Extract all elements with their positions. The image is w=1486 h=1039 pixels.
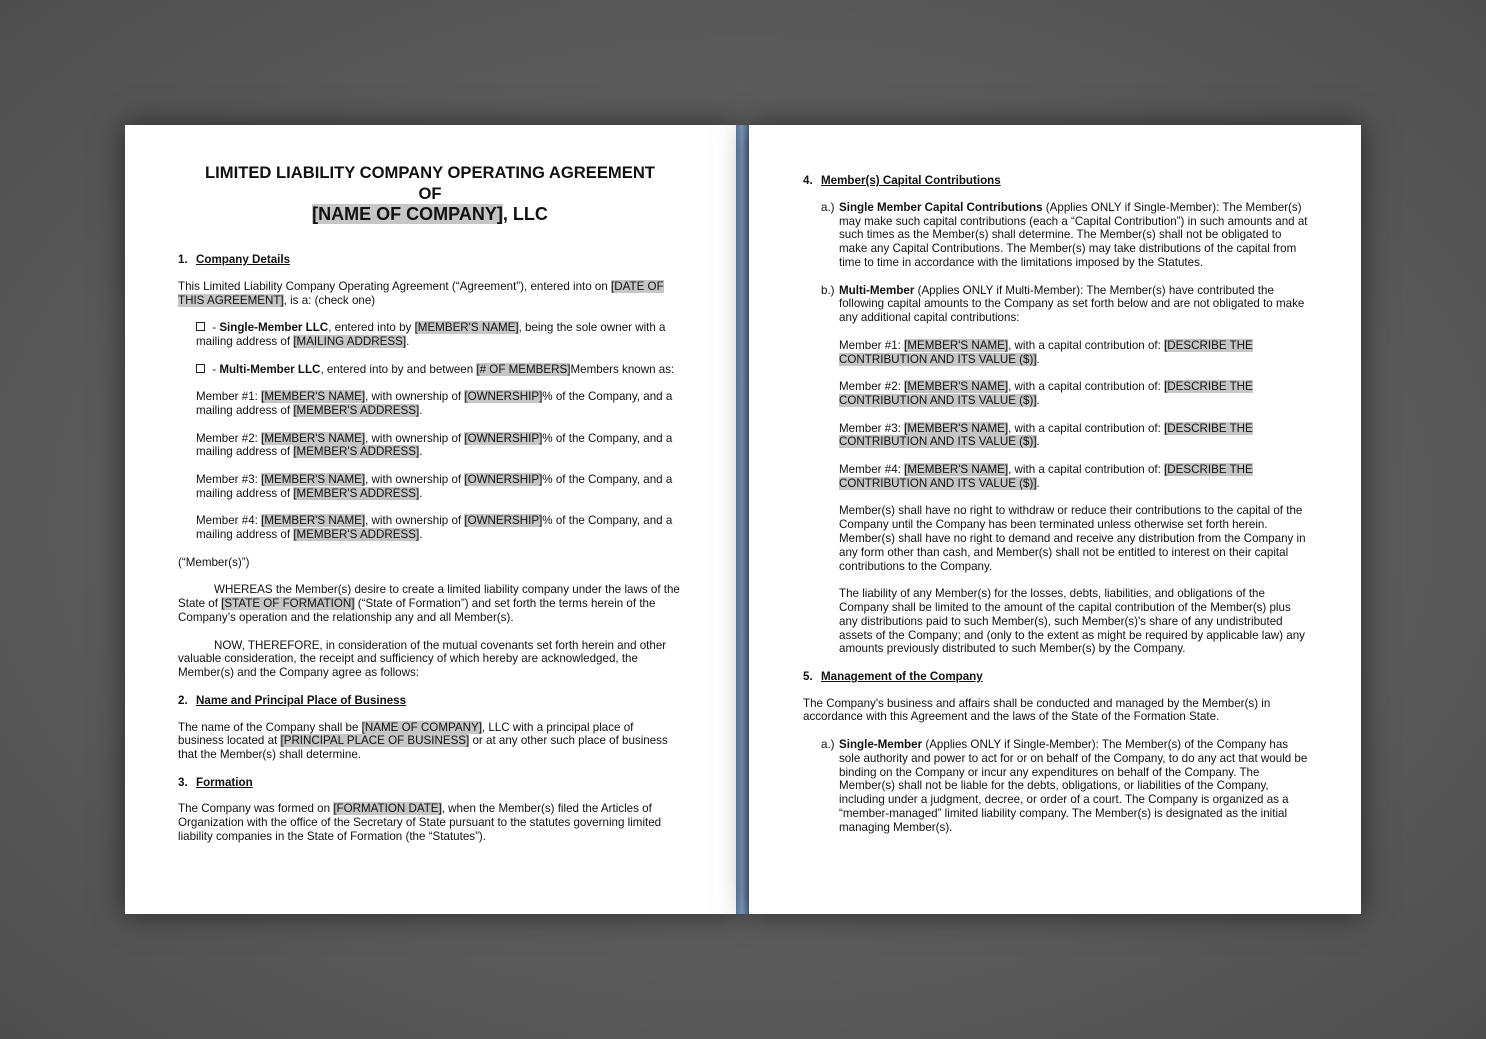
member-name-placeholder[interactable]: [MEMBER'S NAME]	[261, 472, 366, 486]
contribution-placeholder[interactable]: [DESCRIBE THE CONTRIBUTION AND ITS VALUE ($)]	[839, 338, 1253, 366]
agreement-title	[178, 162, 682, 225]
text-run: Members known as:	[570, 362, 675, 376]
list-marker: a.)	[821, 200, 835, 214]
text-run: , with ownership of	[365, 472, 465, 486]
contribution-placeholder[interactable]: [DESCRIBE THE CONTRIBUTION AND ITS VALUE ($)]	[839, 421, 1253, 449]
member-label: Member #4:	[196, 514, 262, 528]
text-run: -	[209, 362, 220, 376]
text-run: , being the sole owner with a mailing address of	[196, 321, 666, 348]
text-run: WHEREAS the Member(s) desire to create a limited liability company under the laws of the State of	[178, 583, 680, 611]
multi-member-checkbox[interactable]	[196, 364, 205, 373]
ownership-placeholder[interactable]: [OWNERSHIP]	[464, 514, 543, 528]
section-number: 1.	[178, 253, 188, 266]
contribution-entry	[839, 380, 1309, 408]
name-place-paragraph	[178, 721, 682, 762]
text-run: , entered into by and between	[320, 362, 477, 376]
text-run: (“State of Formation”) and set forth the terms herein of the Company’s operation and the relationship any and all Member(s).	[178, 597, 656, 624]
member-address-placeholder[interactable]: [MEMBER'S ADDRESS]	[293, 528, 420, 542]
text-run: .	[419, 486, 423, 500]
member-count-placeholder[interactable]: [# OF MEMBERS]	[476, 362, 571, 376]
text-run: or at any other such place of business that the Member(s) shall determine.	[178, 734, 668, 762]
text-run: This Limited Liability Company Operating Agreement (“Agreement”), entered into on	[178, 279, 612, 293]
text-run: , with a capital contribution of:	[1008, 462, 1165, 476]
multi-member-label: Multi-Member LLC	[219, 362, 321, 376]
single-member-option	[196, 321, 682, 349]
section-label: Management of the Company	[821, 669, 983, 683]
contribution-placeholder[interactable]: [DESCRIBE THE CONTRIBUTION AND ITS VALUE ($)]	[839, 380, 1253, 407]
members-defined-term: (“Member(s)”)	[178, 555, 250, 569]
member-entry	[196, 390, 682, 418]
text-run: The Company was formed on	[178, 802, 334, 816]
list-marker: a.)	[821, 738, 835, 752]
section-number: 4.	[803, 174, 813, 187]
text-run: .	[1036, 352, 1040, 366]
section-label: Company Details	[196, 253, 291, 266]
text-run: % of the Company, and a mailing address of	[196, 514, 673, 542]
single-member-contributions	[803, 201, 1309, 270]
title-line-2: OF	[418, 184, 442, 203]
member-entry	[196, 432, 682, 460]
section-5-heading	[803, 670, 1309, 684]
contribution-entry	[839, 422, 1309, 450]
member-label: Member #3:	[839, 421, 905, 435]
text-run: .	[419, 445, 423, 459]
document-page-left	[125, 125, 736, 914]
state-placeholder[interactable]: [STATE OF FORMATION]	[221, 597, 355, 611]
intro-paragraph	[178, 280, 682, 308]
member-entry	[196, 514, 682, 542]
text-run: .	[1036, 435, 1040, 449]
contribution-entry	[839, 339, 1309, 367]
liability-paragraph: The liability of any Member(s) for the losses, debts, liabilities, and obligations of the Company shall be limited to the amount of the capital contribution of the Member(s) plus any distributions paid to such Member(s), such Member(s)'s share of any undistributed assets of the Company; and (only to the extent as might be required by applicable law) any amounts previously distributed to such Member(s) by the Company.	[839, 587, 1305, 656]
text-run: .	[1036, 393, 1040, 407]
text-run: % of the Company, and a mailing address of	[196, 431, 673, 459]
text-run: .	[1036, 476, 1040, 490]
text-run: The name of the Company shall be	[178, 720, 362, 734]
text-run: , with a capital contribution of:	[1008, 380, 1165, 394]
text-run: (Applies ONLY if Multi-Member): The Member(s) have contributed the following capital amounts to the Company as set forth below and are not obligated to make any additional capital contributions:	[839, 283, 1305, 325]
member-name-placeholder[interactable]: [MEMBER'S NAME]	[904, 462, 1009, 476]
single-member-checkbox[interactable]	[196, 322, 205, 331]
member-label: Member #3:	[196, 472, 262, 486]
member-name-placeholder[interactable]: [MEMBER'S NAME]	[261, 390, 366, 404]
management-intro: The Company's business and affairs shall be conducted and managed by the Member(s) in accordance with this Agreement and the laws of the State of the Formation State.	[803, 696, 1271, 724]
text-run: , entered into by	[328, 321, 415, 335]
page-gutter	[736, 125, 749, 914]
section-3-heading	[178, 776, 682, 790]
withdraw-paragraph: Member(s) shall have no right to withdraw or reduce their contributions to the capital of the Company until the Company has been terminated unless otherwise set forth herein. Member(s) shall have no right to demand and receive any distribution from the Company in any form other than cash, and Member(s) shall not be entitled to interest on their capital contributions to the Company.	[839, 504, 1306, 573]
title-line-1: LIMITED LIABILITY COMPANY OPERATING AGREEMENT	[205, 163, 655, 182]
title-line-3	[178, 204, 682, 225]
text-run: , with ownership of	[365, 514, 465, 528]
text-run: , with a capital contribution of:	[1008, 338, 1165, 352]
section-4-heading	[803, 174, 1309, 188]
text-run: % of the Company, and a mailing address of	[196, 472, 673, 500]
text-run: , with ownership of	[365, 431, 465, 445]
subsection-title: Multi-Member	[839, 283, 915, 297]
section-label: Formation	[196, 775, 253, 789]
member-entry	[196, 473, 682, 501]
text-run: .	[419, 403, 423, 417]
formation-paragraph	[178, 802, 682, 843]
text-run: .	[406, 334, 410, 348]
member-address-placeholder[interactable]: [MEMBER'S ADDRESS]	[293, 486, 420, 500]
now-therefore-paragraph: NOW, THEREFORE, in consideration of the mutual covenants set forth herein and other valuable consideration, the receipt and sufficiency of which hereby are acknowledged, the Member(s) and the Company agree as follows:	[178, 638, 667, 680]
section-label: Member(s) Capital Contributions	[821, 174, 1001, 187]
member-name-placeholder[interactable]: [MEMBER'S NAME]	[261, 514, 366, 528]
text-run: , when the Member(s) filed the Articles of Organization with the office of the Secretary of State pursuant to the statutes governing limited liability companies in the State of Formation (the “Statutes”).	[178, 802, 662, 844]
multi-member-option	[196, 363, 682, 377]
member-label: Member #4:	[839, 462, 905, 476]
section-label: Name and Principal Place of Business	[196, 693, 407, 707]
member-address-placeholder[interactable]: [MEMBER'S ADDRESS]	[293, 403, 420, 417]
contribution-entry	[839, 463, 1309, 491]
member-name-placeholder[interactable]: [MEMBER'S NAME]	[904, 421, 1009, 435]
member-label: Member #2:	[839, 380, 905, 394]
mailing-address-placeholder[interactable]: [MAILING ADDRESS]	[293, 334, 407, 348]
subsection-title: Single Member Capital Contributions	[839, 200, 1043, 214]
multi-member-contributions	[803, 284, 1309, 325]
contribution-placeholder[interactable]: [DESCRIBE THE CONTRIBUTION AND ITS VALUE ($)]	[839, 462, 1253, 490]
member-label: Member #1:	[839, 338, 905, 352]
text-run: .	[419, 528, 423, 542]
ownership-placeholder[interactable]: [OWNERSHIP]	[464, 472, 543, 486]
single-member-label: Single-Member LLC	[219, 321, 329, 335]
list-marker: b.)	[821, 283, 835, 297]
section-number: 5.	[803, 669, 813, 683]
formation-date-placeholder[interactable]: [FORMATION DATE]	[333, 802, 442, 816]
member-label: Member #1:	[196, 390, 262, 404]
section-1-heading	[178, 253, 682, 267]
member-label: Member #2:	[196, 431, 262, 445]
date-placeholder[interactable]: [DATE OF THIS AGREEMENT]	[178, 279, 664, 307]
company-suffix: , LLC	[502, 204, 548, 224]
text-run: , with a capital contribution of:	[1008, 421, 1165, 435]
whereas-paragraph	[178, 583, 682, 624]
principal-place-placeholder[interactable]: [PRINCIPAL PLACE OF BUSINESS]	[280, 734, 470, 748]
company-name-placeholder[interactable]: [NAME OF COMPANY]	[312, 204, 503, 224]
text-run: , is a: (check one)	[283, 293, 376, 307]
text-run: % of the Company, and a mailing address of	[196, 390, 673, 417]
member-name-placeholder[interactable]: [MEMBER'S NAME]	[261, 431, 366, 445]
single-member-management	[803, 738, 1309, 835]
subsection-title: Single-Member	[839, 738, 923, 752]
member-name-placeholder[interactable]: [MEMBER'S NAME]	[414, 321, 519, 335]
member-name-placeholder[interactable]: [MEMBER'S NAME]	[904, 380, 1009, 394]
member-address-placeholder[interactable]: [MEMBER'S ADDRESS]	[293, 445, 420, 459]
section-number: 2.	[178, 693, 188, 707]
document-page-right	[749, 125, 1361, 914]
text-run: (Applies ONLY if Single-Member): The Member(s) of the Company has sole authority and power to act for or on behalf of the Company, to do any act that would be binding on the Company or incur any expenditures on behalf of the Company. The Member(s) shall not be liable for the debts, obligations, or liabilities of the Company, including under a judgment, decree, or order of a court. The Company is organized as a “member-managed” limited liability company. The Member(s) is designated as the initial managing Member(s).	[839, 738, 1308, 834]
text-run: , LLC with a principal place of business located at	[178, 720, 634, 748]
ownership-placeholder[interactable]: [OWNERSHIP]	[464, 390, 543, 404]
member-name-placeholder[interactable]: [MEMBER'S NAME]	[904, 338, 1009, 352]
ownership-placeholder[interactable]: [OWNERSHIP]	[464, 431, 543, 445]
text-run: -	[209, 321, 220, 335]
company-name-placeholder[interactable]: [NAME OF COMPANY]	[361, 720, 482, 734]
section-number: 3.	[178, 775, 188, 789]
text-run: (Applies ONLY if Single-Member): The Member(s) may make such capital contributions (each a “Capital Contribution”) in such amounts and at such times as the Member(s) shall determine. The Member(s) shall not be obligated to make any Capital Contributions. The Member(s) may take distributions of the capital from time to time in accordance with the limitations imposed by the Statutes.	[839, 200, 1308, 269]
section-2-heading	[178, 694, 682, 708]
text-run: , with ownership of	[365, 390, 465, 404]
